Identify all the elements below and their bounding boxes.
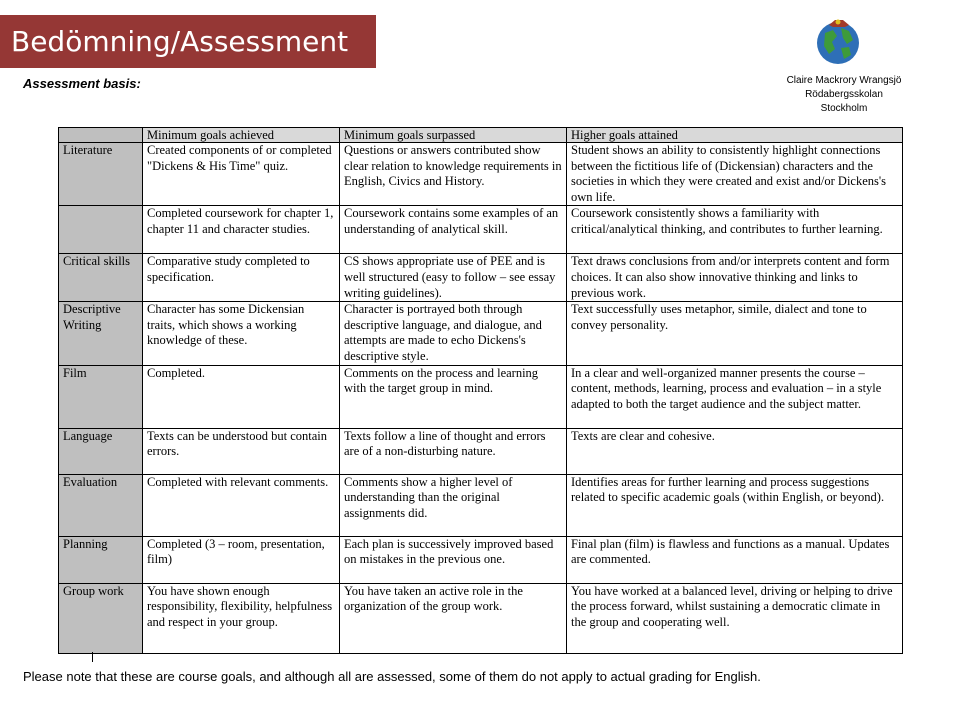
table-cell: Comments on the process and learning with the target group in mind. [340, 365, 567, 428]
table-cell: Text draws conclusions from and/or interprets content and form choices. It can also show innovative thinking and links to previous work. [567, 254, 903, 302]
footnote: Please note that these are course goals, and although all are assessed, some of them do not apply to actual grading for English. [23, 669, 761, 684]
table-cell: You have shown enough responsibility, flexibility, helpfulness and respect in your group. [143, 583, 340, 653]
column-header-higher-attained: Higher goals attained [567, 128, 903, 143]
table-cell: Completed. [143, 365, 340, 428]
table-cell: Texts are clear and cohesive. [567, 428, 903, 474]
assessment-table [58, 127, 903, 654]
table-row [59, 254, 903, 302]
table-row [59, 143, 903, 206]
table-cell: Student shows an ability to consistently highlight connections between the fictitious life of (Dickensian) characters and the societies in which they were created and exist and/or Dickens's own life. [567, 143, 903, 206]
table-cell: Coursework consistently shows a familiarity with critical/analytical thinking, and contributes to further learning. [567, 206, 903, 254]
table-row [59, 583, 903, 653]
table-cell: CS shows appropriate use of PEE and is well structured (easy to follow – see essay writing guidelines). [340, 254, 567, 302]
cursor-mark [92, 652, 93, 662]
author-city: Stockholm [820, 103, 868, 114]
column-header-minimum-surpassed: Minimum goals surpassed [340, 128, 567, 143]
row-label-planning: Planning [59, 536, 143, 583]
column-header-minimum-achieved: Minimum goals achieved [143, 128, 340, 143]
author-school: Rödabergsskolan [805, 89, 883, 100]
table-cell: Completed coursework for chapter 1, chapter 11 and character studies. [143, 206, 340, 254]
table-row [59, 428, 903, 474]
table-cell: You have worked at a balanced level, driving or helping to drive the process forward, whilst sustaining a democratic climate in the group and cooperating well. [567, 583, 903, 653]
author-name: Claire Mackrory Wrangsjö [786, 75, 902, 86]
author-block [770, 74, 918, 116]
row-label-language: Language [59, 428, 143, 474]
table-cell: Final plan (film) is flawless and functions as a manual. Updates are commented. [567, 536, 903, 583]
table-cell: Comparative study completed to specification. [143, 254, 340, 302]
table-row [59, 206, 903, 254]
table-cell: Identifies areas for further learning and process suggestions related to specific academic goals (within English, or beyond). [567, 474, 903, 536]
table-cell: Texts can be understood but contain errors. [143, 428, 340, 474]
assessment-basis-label: Assessment basis: [23, 76, 141, 91]
row-label-film: Film [59, 365, 143, 428]
row-label-literature-continued [59, 206, 143, 254]
row-label-group-work: Group work [59, 583, 143, 653]
table-cell: Character has some Dickensian traits, which shows a working knowledge of these. [143, 302, 340, 365]
table-cell: Questions or answers contributed show clear relation to knowledge requirements in English, Civics and History. [340, 143, 567, 206]
table-cell: Each plan is successively improved based on mistakes in the previous one. [340, 536, 567, 583]
row-label-descriptive-writing: Descriptive Writing [59, 302, 143, 365]
table-row [59, 302, 903, 365]
row-label-evaluation: Evaluation [59, 474, 143, 536]
table-cell: In a clear and well-organized manner presents the course – content, methods, learning, process and evaluation – in a style adapted to both the target audience and the subject matter. [567, 365, 903, 428]
row-label-literature: Literature [59, 143, 143, 206]
table-row [59, 536, 903, 583]
table-header-row [59, 128, 903, 143]
table-cell: Text successfully uses metaphor, simile, dialect and tone to convey personality. [567, 302, 903, 365]
table-row [59, 474, 903, 536]
table-cell: Comments show a higher level of understanding than the original assignments did. [340, 474, 567, 536]
page-title: Bedömning/Assessment [0, 15, 376, 68]
table-cell: Completed (3 – room, presentation, film) [143, 536, 340, 583]
corner-cell [59, 128, 143, 143]
table-cell: Completed with relevant comments. [143, 474, 340, 536]
table-cell: Coursework contains some examples of an understanding of analytical skill. [340, 206, 567, 254]
table-cell: You have taken an active role in the organization of the group work. [340, 583, 567, 653]
table-cell: Created components of or completed "Dickens & His Time" quiz. [143, 143, 340, 206]
row-label-critical-skills: Critical skills [59, 254, 143, 302]
table-row [59, 365, 903, 428]
globe-logo-icon [813, 16, 863, 66]
table-cell: Character is portrayed both through descriptive language, and dialogue, and attempts are made to echo Dickens's descriptive style. [340, 302, 567, 365]
table-cell: Texts follow a line of thought and errors are of a non-disturbing nature. [340, 428, 567, 474]
